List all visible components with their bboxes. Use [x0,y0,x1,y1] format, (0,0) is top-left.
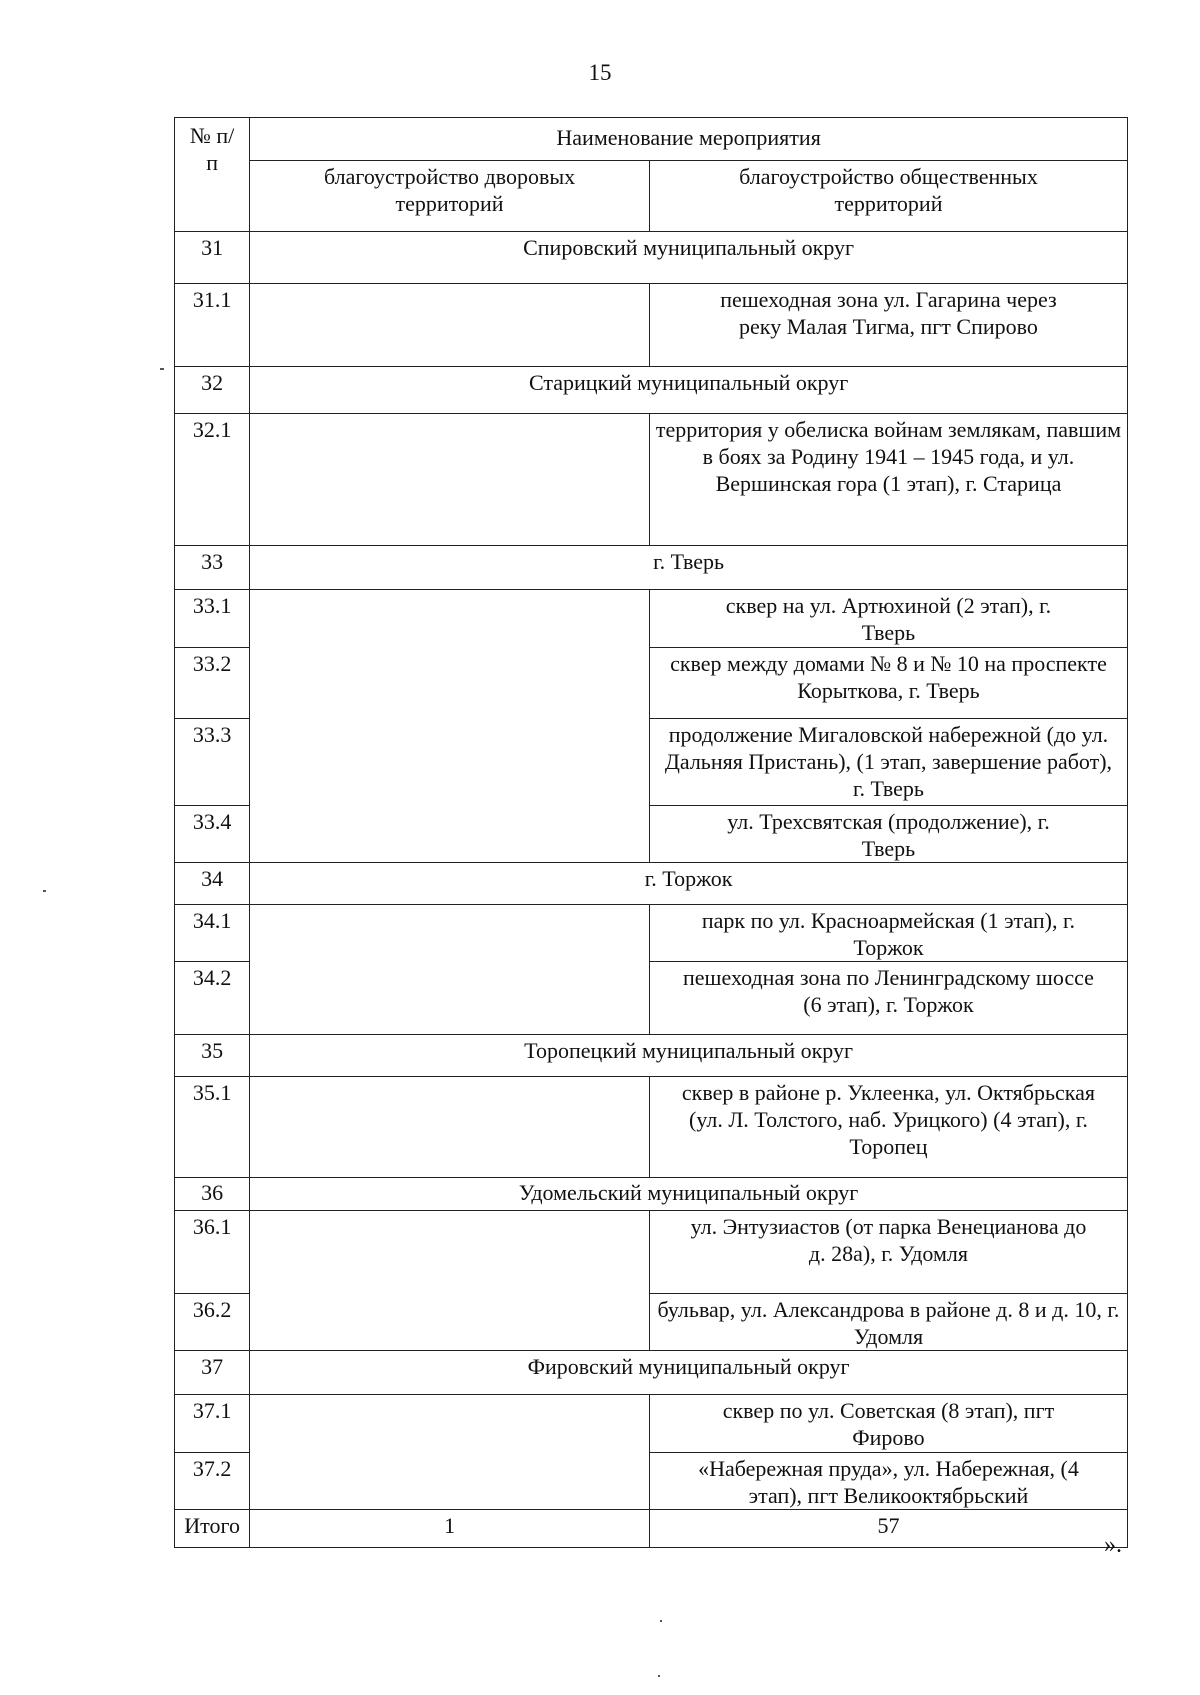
yard-cell [250,905,650,1035]
row-num: 37.1 [175,1395,250,1453]
scan-dot [658,1675,660,1677]
row-num: 33.4 [175,806,250,863]
yard-cell [250,1077,650,1178]
row-num: 33.3 [175,719,250,806]
district-name: г. Тверь [250,546,1128,590]
district-name: Торопецкий муниципальный округ [250,1035,1128,1077]
scan-dot [160,368,164,370]
district-name: Удомельский муниципальный округ [250,1178,1128,1211]
public-cell: сквер на ул. Артюхиной (2 этап), г. Тверь [649,590,1127,648]
scan-dot [660,1620,662,1622]
public-cell: продолжение Мигаловской набережной (до ул. Дальняя Пристань), (1 этап, завершение работ), г. Тверь [649,719,1127,806]
row-num: 36 [175,1178,250,1211]
public-cell: сквер по ул. Советская (8 этап), пгт Фирово [649,1395,1127,1453]
total-label: Итого [175,1510,250,1548]
public-cell: бульвар, ул. Александрова в районе д. 8 и д. 10, г. Удомля [649,1294,1127,1351]
header-num: № п/п [175,118,250,232]
row-num: 37 [175,1351,250,1395]
header-name: Наименование мероприятия [250,118,1128,161]
row-num: 34 [175,863,250,905]
total-public: 57 [649,1510,1127,1548]
public-cell: ул. Энтузиастов (от парка Венецианова до д. 28а), г. Удомля [649,1211,1127,1294]
row-num: 31 [175,232,250,284]
yard-cell [250,414,650,546]
district-name: Фировский муниципальный округ [250,1351,1128,1395]
row-num: 36.1 [175,1211,250,1294]
row-num: 33 [175,546,250,590]
row-num: 35 [175,1035,250,1077]
total-yard: 1 [250,1510,650,1548]
yard-cell [250,284,650,367]
yard-cell [250,1395,650,1510]
public-cell: «Набережная пруда», ул. Набережная, (4 этап), пгт Великооктябрьский [649,1453,1127,1510]
public-cell: ул. Трехсвятская (продолжение), г. Тверь [649,806,1127,863]
closing-quote: ». [1104,1532,1122,1558]
district-name: Спировский муниципальный округ [250,232,1128,284]
district-name: г. Торжок [250,863,1128,905]
row-num: 33.1 [175,590,250,648]
row-num: 34.2 [175,962,250,1035]
public-cell: территория у обелиска войнам землякам, павшим в боях за Родину 1941 – 1945 года, и ул. Вершинская гора (1 этап), г. Старица [649,414,1127,546]
yard-cell [250,590,650,863]
public-cell: пешеходная зона по Ленинградскому шоссе (6 этап), г. Торжок [649,962,1127,1035]
public-cell: сквер между домами № 8 и № 10 на проспекте Корыткова, г. Тверь [649,648,1127,719]
row-num: 36.2 [175,1294,250,1351]
events-table [174,117,1128,1548]
public-cell: парк по ул. Красноармейская (1 этап), г. Торжок [649,905,1127,962]
district-name: Старицкий муниципальный округ [250,367,1128,414]
public-cell: пешеходная зона ул. Гагарина через реку Малая Тигма, пгт Спирово [649,284,1127,367]
yard-cell [250,1211,650,1351]
scan-dot [43,890,46,892]
header-public: благоустройство общественных территорий [649,161,1127,232]
row-num: 37.2 [175,1453,250,1510]
row-num: 32.1 [175,414,250,546]
row-num: 33.2 [175,648,250,719]
row-num: 34.1 [175,905,250,962]
page-number: 15 [588,60,612,85]
row-num: 35.1 [175,1077,250,1178]
public-cell: сквер в районе р. Уклеенка, ул. Октябрьская (ул. Л. Толстого, наб. Урицкого) (4 этап), г. Торопец [649,1077,1127,1178]
row-num: 32 [175,367,250,414]
header-yard: благоустройство дворовых территорий [250,161,650,232]
row-num: 31.1 [175,284,250,367]
